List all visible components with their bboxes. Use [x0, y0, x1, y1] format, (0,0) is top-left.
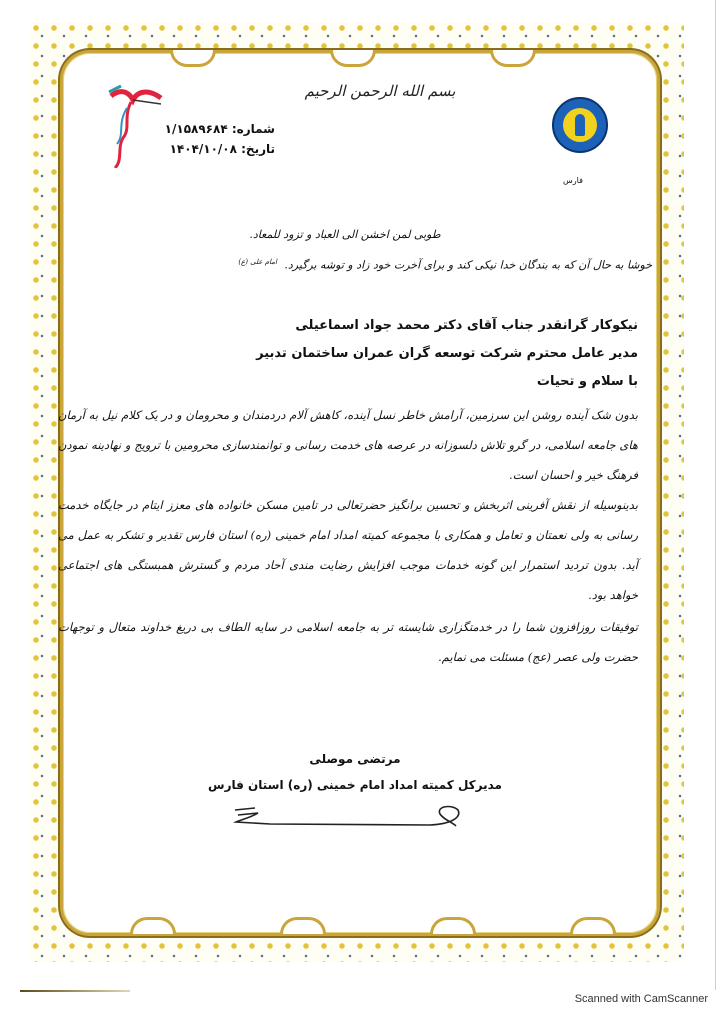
letter-date [105, 142, 275, 156]
handwritten-signature-icon [230, 800, 480, 830]
camscanner-watermark: Scanned with CamScanner [574, 993, 708, 1005]
logo-caption: فارس [563, 176, 583, 185]
body-paragraph-2: بدینوسیله از نقش آفرینی اثربخش و تحسین برانگیز حضرتعالی در تامین مسکن خانواده های معزز ایتام در جایگاه خدمت رسانی به ولی نعمتان و تعامل و همکاری با مجموعه کمیته امداد امام خمینی (ره) استان فارس تقدیر و تشکر به عمل می آید. بدون تردید استمرار این گونه خدمات موجب افزایش رضایت مندی آحاد مردم و گسترش همبستگی های اجتماعی خواهد بود. [58, 498, 638, 602]
border-scallop [130, 917, 176, 934]
quote-text: خوشا به حال آن که به بندگان خدا نیکی کند و برای آخرت خود زاد و توشه برگیرد. [284, 258, 652, 272]
addressee-title: مدیر عامل محترم شرکت توسعه گران عمران ساختمان تدبیر [256, 346, 638, 361]
bismillah-calligraphy: بسم الله الرحمن الرحیم [304, 82, 456, 100]
letter-number [105, 122, 275, 136]
quote-source: امام علی (ع) [238, 258, 277, 266]
number-value: ۱/۱۵۸۹۶۸۴ [164, 122, 228, 136]
scan-edge [715, 0, 716, 990]
organization-logo-icon [552, 97, 608, 153]
body-paragraph-1: بدون شک آینده روشن این سرزمین، آرامش خاطر نسل آینده، کاهش آلام دردمندان و محرومان و در یک کلام نیل به آرمان های جامعه اسلامی، در گرو تلاش دلسوزانه در عرصه های خدمت رسانی و توانمندسازی محرومین با ترویج و نهادینه نمودن فرهنگ خیر و احسان است. [58, 408, 638, 482]
date-value: ۱۴۰۴/۱۰/۰۸ [169, 142, 237, 156]
number-label: شماره: [231, 122, 275, 136]
border-scallop [280, 917, 326, 934]
scan-artifact-line [20, 990, 130, 992]
greeting: با سلام و تحیات [536, 374, 638, 389]
date-label: تاریخ: [241, 142, 275, 156]
hadith-epigraph: طوبی لمن اخشن الی العباد و تزود للمعاد. [249, 228, 441, 241]
body-paragraph-3: توفیقات روزافزون شما را در خدمتگزاری شایسته تر به جامعه اسلامی در سایه الطاف بی دریغ خداوند متعال و توجهات حضرت ولی عصر (عج) مسئلت می نمایم. [58, 620, 638, 664]
addressee-name: نیکوکار گرانقدر جناب آقای دکتر محمد جواد اسماعیلی [295, 318, 638, 333]
signer-title: مدیرکل کمیته امداد امام خمینی (ره) استان فارس [208, 778, 502, 792]
border-scallop [570, 917, 616, 934]
border-scallop [430, 917, 476, 934]
signer-name: مرتضی موصلی [309, 752, 401, 766]
quote-translation [232, 258, 652, 272]
